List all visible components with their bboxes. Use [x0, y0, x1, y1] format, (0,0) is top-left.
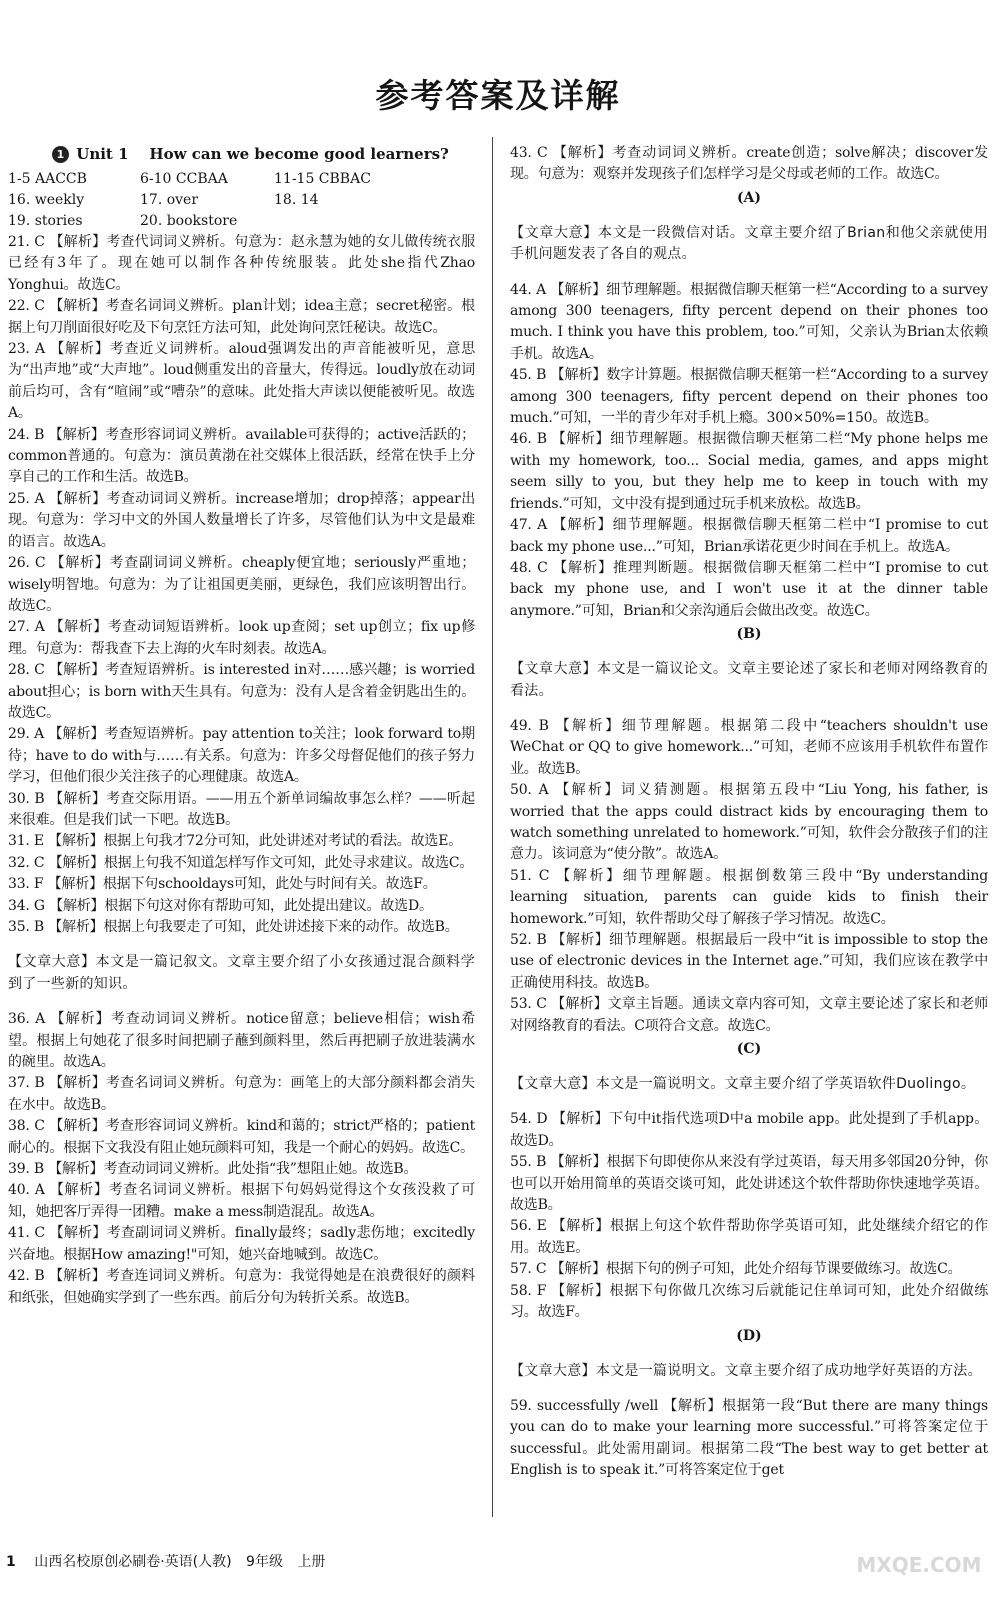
answer-explanation: 22. C 【解析】考查名词词义辨析。plan计划；idea主意；secret秘密。根据上句刀削面很好吃及下句烹饪方法可知，此处询问烹饪秘诀。故选C。 [8, 298, 475, 336]
answer-explanation: 38. C 【解析】考查形容词词义辨析。kind和蔼的；strict严格的；patient耐心的。根据下文我没有阻止她玩颜料可知，我是一个耐心的妈妈。故选C。 [8, 1118, 475, 1156]
answer-explanation: 51. C 【解析】细节理解题。根据倒数第三段中“By understanding learning situation, parents can guide kids to finish their homework.”可知，软件帮助父母了解孩子学习情况。故选C。 [510, 867, 988, 927]
answer-explanation: 25. A 【解析】考查动词词义辨析。increase增加；drop掉落；appear出现。句意为：学习中文的外国人数量增长了许多，尽管他们认为中文是最难的语言。故选A。 [8, 490, 475, 550]
answer-cell: 20. bookstore [140, 213, 238, 229]
unit-heading [52, 143, 475, 165]
page-footer [6, 1551, 506, 1571]
unit-label: Unit 1 [76, 145, 129, 163]
right-column [510, 143, 988, 1482]
passage-marker: (D) [736, 1327, 762, 1344]
answer-explanation: 54. D 【解析】下句中it指代选项D中a mobile app。此处提到了手机app。故选D。 [510, 1111, 988, 1149]
answer-key [8, 169, 475, 232]
answer-cell: 11-15 CBBAC [274, 171, 371, 187]
passage-summary: 【文章大意】本文是一篇议论文。文章主要论述了家长和老师对网络教育的看法。 [510, 661, 988, 699]
answer-cell: 18. 14 [274, 192, 319, 208]
answer-explanation: 36. A 【解析】考查动词词义辨析。notice留意；believe相信；wish希望。根据上句她花了很多时间把刷子蘸到颜料里，然后再把刷子放进装满水的碗里。故选A。 [8, 1011, 475, 1071]
answer-explanation: 34. G 【解析】根据下句这对你有帮助可知，此处提出建议。故选D。 [8, 897, 433, 914]
answer-explanation: 50. A 【解析】词义猜测题。根据第五段中“Liu Yong, his father, is worried that the apps could distract kids by encouraging them to watch something unrelated to homework.”可知，软件会分散孩子们的注意力。该词意为“使分散”。故选A。 [510, 782, 988, 863]
answer-cell: 17. over [140, 192, 199, 208]
answer-explanation: 48. C 【解析】推理判断题。根据微信聊天框第二栏中“I promise to cut back my phone use, and I won't use it at the dinner table anymore.”可知，Brian和父亲沟通后会做出改变。故选C。 [510, 559, 988, 619]
answer-row [8, 169, 475, 190]
answer-explanation: 47. A 【解析】细节理解题。根据微信聊天框第二栏中“I promise to cut back my phone use...”可知，Brian承诺花更少时间在手机上。故选A。 [510, 517, 988, 555]
page-title: 参考答案及详解 [375, 76, 621, 115]
answer-explanation: 41. C 【解析】考查副词词义辨析。finally最终；sadly悲伤地；excitedly兴奋地。根据How amazing!"可知，她兴奋地喊到。故选C。 [8, 1225, 475, 1263]
answer-cell: 6-10 CCBAA [140, 171, 228, 187]
answer-explanation: 55. B 【解析】根据下句即使你从来没有学过英语，每天用多邻国20分钟，你也可以开始用简单的英语交谈可知，此处讲述这个软件帮助你快速地学英语。故选B。 [510, 1154, 988, 1214]
answer-explanation: 35. B 【解析】根据上句我要走了可知，此处讲述接下来的动作。故选B。 [8, 919, 459, 935]
answer-explanation: 27. A 【解析】考查动词短语辨析。look up查阅；set up创立；fix up修理。句意为：帮我查下去上海的火车时刻表。故选A。 [8, 619, 475, 657]
answer-cell: 19. stories [8, 213, 83, 229]
passage-summary: 【文章大意】本文是一篇说明文。文章主要介绍了学英语软件Duolingo。 [510, 1076, 976, 1093]
passage-marker: (C) [736, 1041, 762, 1058]
left-column [8, 143, 475, 1309]
page-number: 1 [6, 1554, 16, 1570]
watermark-text: MXQE.COM [856, 1553, 982, 1577]
answer-cell: 1-5 AACCB [8, 171, 87, 187]
answer-explanation: 39. B 【解析】考查动词词义辨析。此处指“我”想阻止她。故选B。 [8, 1161, 418, 1178]
answer-row [8, 211, 475, 232]
answer-explanation: 52. B 【解析】细节理解题。根据最后一段中“it is impossible to stop the use of electronic devices in the Internet age.”可知，我们应该在教学中正确使用科技。故选B。 [510, 932, 988, 991]
answer-explanation: 29. A 【解析】考查短语辨析。pay attention to关注；look forward to期待；have to do with与……有关系。句意为：许多父母督促他们的孩子努力学习，但他们很少关注孩子的心理健康。故选A。 [8, 726, 475, 786]
answer-explanation: 53. C 【解析】文章主旨题。通读文章内容可知，文章主要论述了家长和老师对网络教育的看法。C项符合文意。故选C。 [510, 996, 988, 1034]
answer-explanation: 33. F 【解析】根据下句schooldays可知，此处与时间有关。故选F。 [8, 876, 437, 893]
answer-cell: 16. weekly [8, 192, 85, 208]
column-divider [492, 137, 493, 1517]
answer-explanation: 49. B 【解析】细节理解题。根据第二段中“teachers shouldn't use WeChat or QQ to give homework...”可知，老师不应该用手机软件布置作业。故选B。 [510, 717, 988, 777]
answer-explanation: 26. C 【解析】考查副词词义辨析。cheaply便宜地；seriously严重地；wisely明智地。句意为：为了让祖国更美丽，更绿色，我们应该明智出行。故选C。 [8, 555, 475, 614]
unit-number-badge: 1 [52, 146, 69, 163]
right-explanations [510, 143, 988, 1482]
left-explanations [8, 232, 475, 1309]
answer-explanation: 44. A 【解析】细节理解题。根据微信聊天框第一栏“According to a survey among 300 teenagers, fifty percent depend on their phones too much. I think you have this problem, too.”可知，父亲认为Brian太依赖手机。故选A。 [510, 281, 988, 362]
answer-explanation: 57. C 【解析】根据下句的例子可知，此处介绍每节课要做练习。故选C。 [510, 1261, 962, 1278]
answer-explanation: 46. B 【解析】细节理解题。根据微信聊天框第二栏“My phone helps me with my homework, too... Social media, games, and apps might seem silly to you, but they help me to keep in touch with my friends.”可知，文中没有提到通过玩手机来放松。故选B。 [510, 431, 988, 512]
grade-label: 9年级 [246, 1554, 283, 1570]
answer-explanation: 45. B 【解析】数字计算题。根据微信聊天框第一栏“According to a survey among 300 teenagers, fifty percent depend on their phones too much.”可知，一半的青少年对手机上瘾。300×50%=150。故选B。 [510, 367, 988, 427]
answer-explanation: 23. A 【解析】考查近义词辨析。aloud强调发出的声音能被听见，意思为“出声地”或“大声地”。loud侧重发出的音量大，传得远。loudly放在动词前后均可，含有“喧闹”或“嘈杂”的意味。此处指大声读以便能被听见。故选A。 [8, 341, 475, 422]
passage-summary: 【文章大意】本文是一篇记叙文。文章主要介绍了小女孩通过混合颜料学到了一些新的知识。 [8, 954, 475, 992]
answer-explanation: 42. B 【解析】考查连词词义辨析。句意为：我觉得她是在浪费很好的颜料和纸张，但她确实学到了一些东西。前后分句为转折关系。故选B。 [8, 1268, 475, 1306]
answer-explanation: 21. C 【解析】考查代词词义辨析。句意为：赵永慧为她的女儿做传统衣服已经有3年了。现在她可以制作各种传统服装。此处she指代Zhao Yonghui。故选C。 [8, 234, 475, 293]
answer-explanation: 43. C 【解析】考查动词词义辨析。create创造；solve解决；discover发现。句意为：观察并发现孩子们怎样学习是父母或老师的工作。故选C。 [510, 145, 988, 183]
passage-marker: (A) [736, 189, 762, 206]
answer-explanation: 56. E 【解析】根据上句这个软件帮助你学英语可知，此处继续介绍它的作用。故选E。 [510, 1218, 988, 1256]
answer-explanation: 32. C 【解析】根据上句我不知道怎样写作文可知，此处寻求建议。故选C。 [8, 854, 474, 871]
answer-explanation: 24. B 【解析】考查形容词词义辨析。available可获得的；active活跃的；common普通的。句意为：演员黄渤在社交媒体上很活跃，经常在快手上分享自己的工作和生活。故选B。 [8, 426, 475, 486]
answer-explanation: 59. successfully /well 【解析】根据第一段“But there are many things you can do to make your learning more successful.”可将答案定位于successful。此处需用副词。根据第二段“The best way to get better at English is to speak it.”可将答案定位于get [510, 1397, 988, 1479]
watermark-logo [854, 1542, 984, 1586]
answer-explanation: 30. B 【解析】考查交际用语。——用五个新单词编故事怎么样？——听起来很难。但是我们试一下吧。故选B。 [8, 790, 475, 828]
answer-explanation: 58. F 【解析】根据下句你做几次练习后就能记住单词可知，此处介绍做练习。故选F。 [510, 1282, 988, 1321]
answer-explanation: 28. C 【解析】考查短语辨析。is interested in对……感兴趣；is worried about担心；is born with天生具有。句意为：没有人是含着金钥匙出生的。故选C。 [8, 662, 475, 721]
unit-title: How can we become good learners? [149, 145, 449, 163]
answer-explanation: 31. E 【解析】根据上句我才72分可知，此处讲述对考试的看法。故选E。 [8, 833, 463, 850]
answer-explanation: 40. A 【解析】考查名词词义辨析。根据下句妈妈觉得这个女孩没救了可知，她把客厅弄得一团糟。make a mess制造混乱。故选A。 [8, 1182, 475, 1220]
answer-explanation: 37. B 【解析】考查名词词义辨析。句意为：画笔上的大部分颜料都会消失在水中。故选B。 [8, 1075, 475, 1113]
passage-summary: 【文章大意】本文是一篇说明文。文章主要介绍了成功地学好英语的方法。 [510, 1362, 982, 1379]
passage-summary: 【文章大意】本文是一段微信对话。文章主要介绍了Brian和他父亲就使用手机问题发表了各自的观点。 [510, 224, 988, 263]
volume-label: 上册 [297, 1554, 326, 1570]
passage-marker: (B) [736, 626, 762, 643]
book-title: 山西名校原创必刷卷·英语(人教) [34, 1554, 232, 1570]
answer-row [8, 190, 475, 211]
